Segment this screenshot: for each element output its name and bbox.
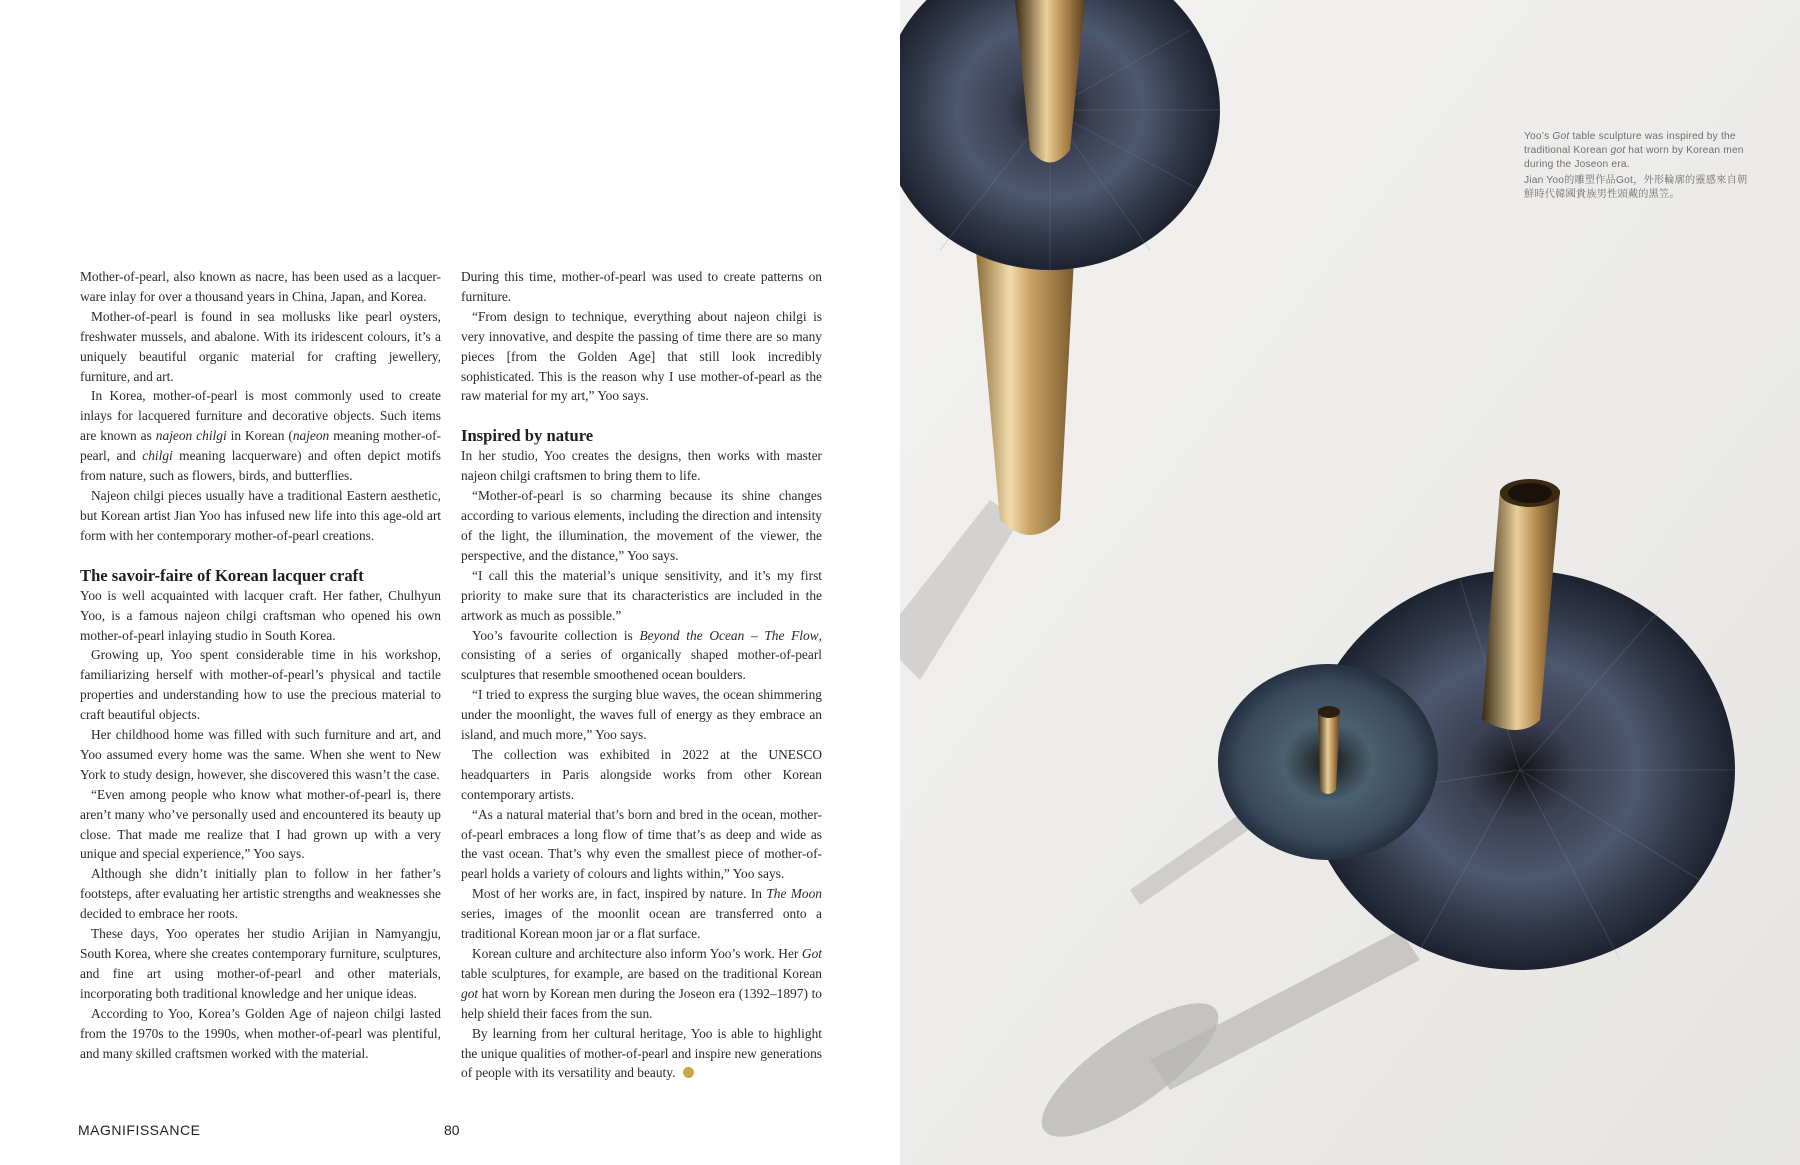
paragraph: Yoo is well acquainted with lacquer craft. Her father, Chulhyun Yoo, is a famous najeon chilgi craftsman who opened his own mother-of-pearl inlaying studio in South Korea.	[80, 587, 441, 643]
paragraph: Most of her works are, in fact, inspired by nature. In The Moon series, images of the moonlit ocean are transferred onto a traditional Korean moon jar or a flat surface.	[461, 886, 822, 942]
section-heading: The savoir-faire of Korean lacquer craft	[80, 565, 364, 585]
paragraph: Yoo’s favourite collection is Beyond the Ocean – The Flow, consisting of a series of organically shaped mother-of-pearl sculptures that resemble smoothened ocean boulders.	[461, 627, 822, 683]
paragraph: Mother-of-pearl is found in sea mollusks like pearl oysters, freshwater mussels, and abalone. With its iridescent colours, it’s a uniquely beautiful organic material for crafting jewellery, furniture, and art.	[80, 308, 441, 384]
paragraph: “Mother-of-pearl is so charming because its shine changes according to various elements, including the direction and intensity of the light, the illumination, the movement of the viewer, the perspective, and the distance,” Yoo says.	[461, 488, 822, 563]
caption-english: Yoo’s Got table sculpture was inspired by the traditional Korean got hat worn by Korean men during the Joseon era.	[1524, 131, 1744, 170]
paragraph: Although she didn’t initially plan to follow in her father’s footsteps, after evaluating her artistic strengths and weaknesses she decided to embrace her roots.	[80, 866, 441, 922]
paragraph: Najeon chilgi pieces usually have a traditional Eastern aesthetic, but Korean artist Jian Yoo has infused new life into this age-old art form with her contemporary mother-of-pearl creations.	[80, 487, 441, 543]
paragraph: “From design to technique, everything about najeon chilgi is very innovative, and despite the passing of time there are so many pieces [from the Golden Age] that still look incredibly sophisticated. This is the reason why I use mother-of-pearl as the raw material for my art,” Yoo says.	[461, 308, 822, 404]
paragraph: “I call this the material’s unique sensitivity, and it’s my first priority to make sure that its characteristics are included in the artwork as much as possible.”	[461, 567, 822, 623]
paragraph: “Even among people who know what mother-of-pearl is, there aren’t many who’ve personally used and encountered its beauty up close. That made me realize that I had grown up with a very unique and special experience,” Yoo says.	[80, 786, 441, 862]
paragraph: “I tried to express the surging blue waves, the ocean shimmering under the moonlight, the waves full of energy as they embrace an island, and much more,” Yoo says.	[461, 687, 822, 743]
paragraph: Growing up, Yoo spent considerable time in his workshop, familiarizing herself with mother-of-pearl’s physical and tactile properties and understanding how to use the precious material to craft beautiful objects.	[80, 647, 441, 723]
article-column-1	[80, 267, 441, 1063]
paragraph: During this time, mother-of-pearl was used to create patterns on furniture.	[461, 269, 822, 304]
paragraph: Her childhood home was filled with such furniture and art, and Yoo assumed every home was the same. When she went to New York to study design, however, she discovered this wasn’t the case.	[80, 727, 441, 782]
caption-chinese: Jian Yoo的雕塑作品Got，外形輪廓的靈感來自朝鮮時代韓國貴族男性頭戴的黑笠。	[1524, 175, 1748, 200]
magazine-name: MAGNIFISSANCE	[78, 1122, 201, 1138]
paragraph: By learning from her cultural heritage, Yoo is able to highlight the unique qualities of mother-of-pearl and inspire new generations of people with its versatility and beauty.	[461, 1025, 822, 1081]
page-number: 80	[444, 1122, 460, 1138]
paragraph: These days, Yoo operates her studio Arijian in Namyangju, South Korea, where she creates contemporary furniture, sculptures, and fine art using mother-of-pearl and other materials, incorporating both traditional knowledge and her unique ideas.	[80, 926, 441, 1001]
paragraph: The collection was exhibited in 2022 at the UNESCO headquarters in Paris alongside works from other Korean contemporary artists.	[461, 746, 822, 802]
paragraph: “As a natural material that’s born and bred in the ocean, mother-of-pearl embraces a long flow of time that’s as deep and wide as the vast ocean. That’s why even the smallest piece of mother-of-pearl holds a variety of colours and lights within,” Yoo says.	[461, 806, 822, 882]
section-heading: Inspired by nature	[461, 426, 594, 446]
paragraph: In her studio, Yoo creates the designs, then works with master najeon chilgi craftsmen to bring them to life.	[461, 448, 822, 484]
article-column-2	[461, 267, 822, 1083]
paragraph: According to Yoo, Korea’s Golden Age of najeon chilgi lasted from the 1970s to the 1990s, when mother-of-pearl was plentiful, and many skilled craftsmen worked with the material.	[80, 1005, 441, 1061]
paragraph: Korean culture and architecture also inform Yoo’s work. Her Got table sculptures, for example, are based on the traditional Korean got hat worn by Korean men during the Joseon era (1392–1897) to help shield their faces from the sun.	[461, 946, 822, 1021]
end-mark-icon	[683, 1067, 694, 1078]
paragraph: Mother-of-pearl, also known as nacre, has been used as a lacquer-ware inlay for over a thousand years in China, Japan, and Korea.	[80, 269, 441, 304]
photo-caption	[1524, 130, 1754, 202]
paragraph: In Korea, mother-of-pearl is most commonly used to create inlays for lacquered furniture and decorative objects. Such items are known as najeon chilgi in Korean (najeon meaning mother-of-pearl, and chilgi meaning lacquerware) and often depict motifs from nature, such as flowers, birds, and butterflies.	[80, 388, 441, 484]
